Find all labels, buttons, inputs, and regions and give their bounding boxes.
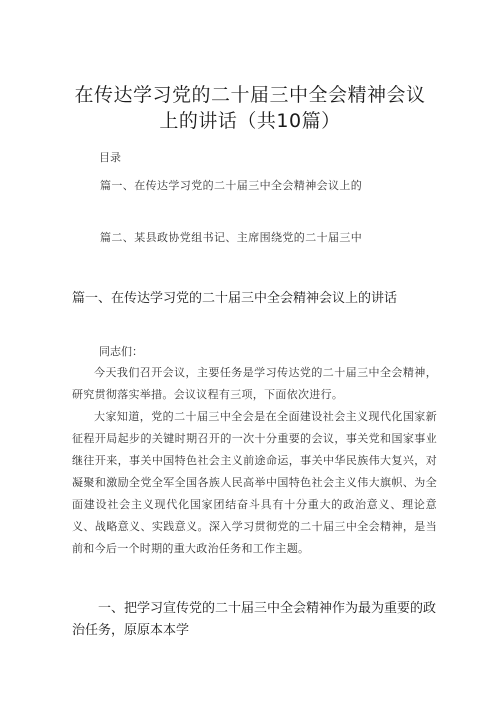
salutation: 同志们： [99, 345, 143, 358]
subsection-heading: 一、把学习宣传党的二十届三中全会精神作为最为重要的政治任务，原原本本学 [72, 601, 437, 638]
body-paragraph-1: 今天我们召开会议，主要任务是学习传达党的二十届三中全会精神，研究贯彻落实举措。会议议程有三项，下面依次进行。 [72, 366, 437, 401]
document-title-line1: 在传达学习党的二十届三中全会精神会议 [74, 84, 426, 106]
toc-heading: 目录 [99, 151, 121, 164]
section-heading: 篇一、在传达学习党的二十届三中全会精神会议上的讲话 [72, 291, 398, 306]
toc-item-2[interactable]: 篇二、某县政协党组书记、主席围绕党的二十届三中 [100, 231, 363, 244]
toc-item-1[interactable]: 篇一、在传达学习党的二十届三中全会精神会议上的 [100, 179, 363, 192]
body-paragraph-2: 大家知道，党的二十届三中全会是在全面建设社会主义现代化国家新征程开局起步的关键时期召开的一次十分重要的会议，事关党和国家事业继往开来，事关中国特色社会主义前途命运，事关中华民族伟大复兴，对凝聚和激励全党全军全国各族人民高举中国特色社会主义伟大旗帜、为全面建设社会主义现代化国家团结奋斗具有十分重大的政治意义、理论意义、战略意义、实践意义。深入学习贯彻党的二十届三中全会精神，是当前和今后一个时期的重大政治任务和工作主题。 [72, 410, 437, 555]
document-title-line2: 上的讲话（共10篇） [159, 110, 341, 132]
